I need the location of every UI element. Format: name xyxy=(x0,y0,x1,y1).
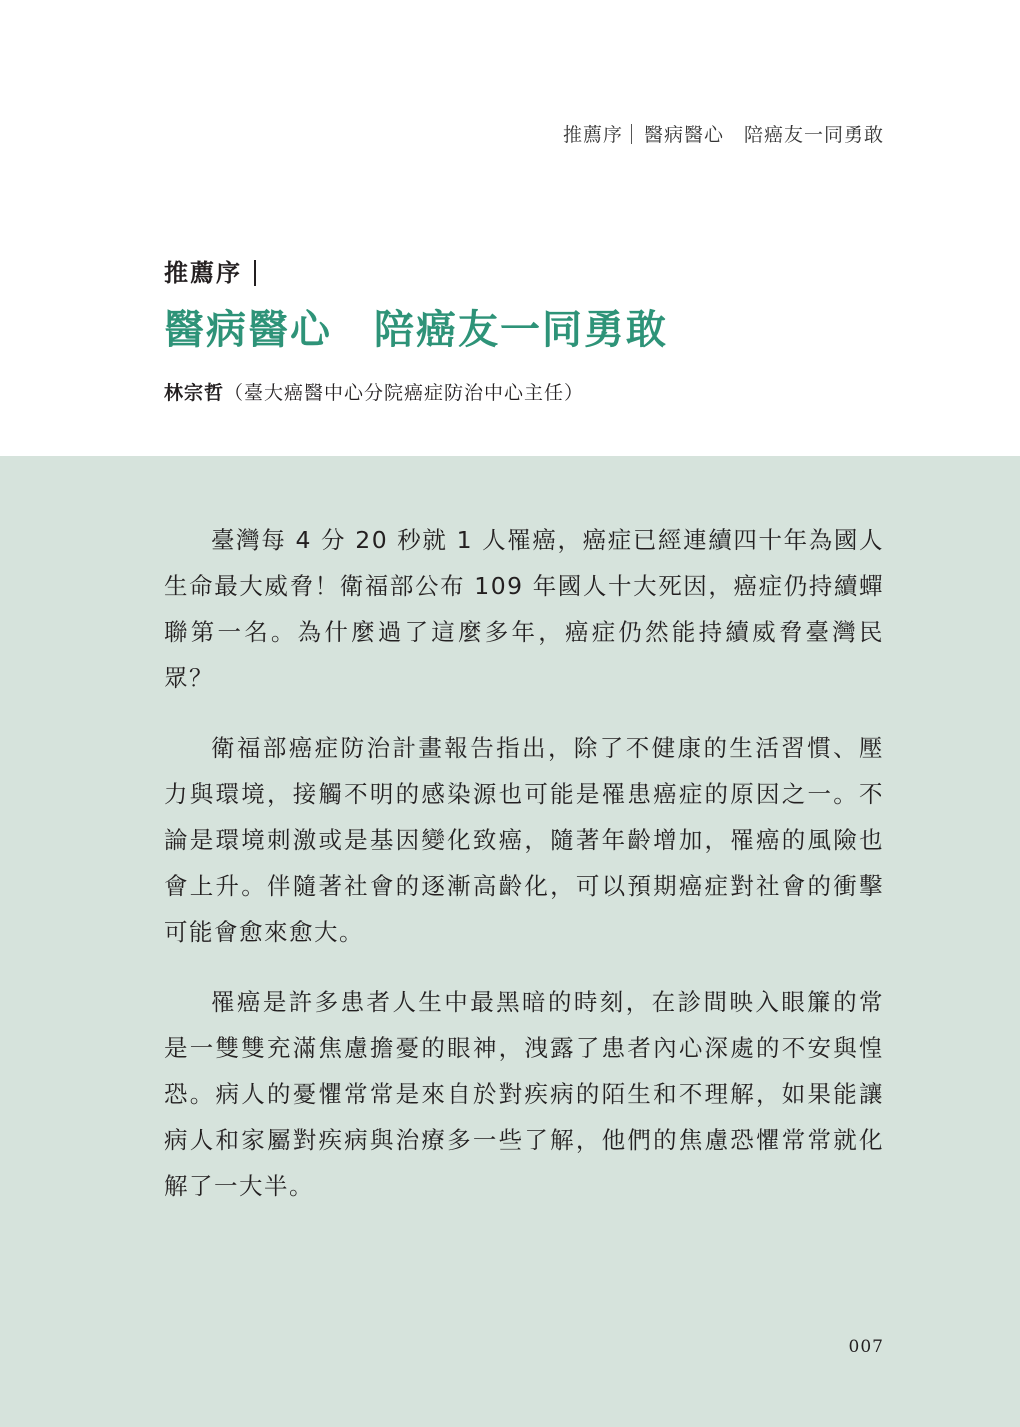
section-label-divider xyxy=(254,260,256,286)
section-label-text: 推薦序 xyxy=(164,259,242,287)
running-header-divider xyxy=(631,124,632,144)
section-label xyxy=(164,256,884,290)
paragraph: 臺灣每 4 分 20 秒就 1 人罹癌，癌症已經連續四十年為國人生命最大威脅！衛福部公布 109 年國人十大死因，癌症仍持續蟬聯第一名。為什麼過了這麼多年，癌症仍然能持續威脅臺灣民眾？ xyxy=(164,526,884,692)
page-number: 007 xyxy=(848,1337,884,1357)
paragraph: 衛福部癌症防治計畫報告指出，除了不健康的生活習慣、壓力與環境，接觸不明的感染源也可能是罹患癌症的原因之一。不論是環境刺激或是基因變化致癌，隨著年齡增加，罹癌的風險也會上升。伴隨著社會的逐漸高齡化，可以預期癌症對社會的衝擊可能會愈來愈大。 xyxy=(164,734,884,946)
author-affiliation: （臺大癌醫中心分院癌症防治中心主任） xyxy=(224,382,585,404)
chapter-heading xyxy=(164,256,884,405)
paragraph: 罹癌是許多患者人生中最黑暗的時刻，在診間映入眼簾的常是一雙雙充滿焦慮擔憂的眼神，洩露了患者內心深處的不安與惶恐。病人的憂懼常常是來自於對疾病的陌生和不理解，如果能讓病人和家屬對疾病與治療多一些了解，他們的焦慮恐懼常常就化解了一大半。 xyxy=(164,988,884,1200)
byline xyxy=(164,378,884,405)
running-header-section: 推薦序 xyxy=(562,124,623,146)
page-title: 醫病醫心 陪癌友一同勇敢 xyxy=(164,307,668,353)
author-name: 林宗哲 xyxy=(164,382,225,404)
running-header xyxy=(563,120,884,147)
body-text xyxy=(164,517,884,1233)
running-header-title: 醫病醫心 陪癌友一同勇敢 xyxy=(643,124,884,146)
